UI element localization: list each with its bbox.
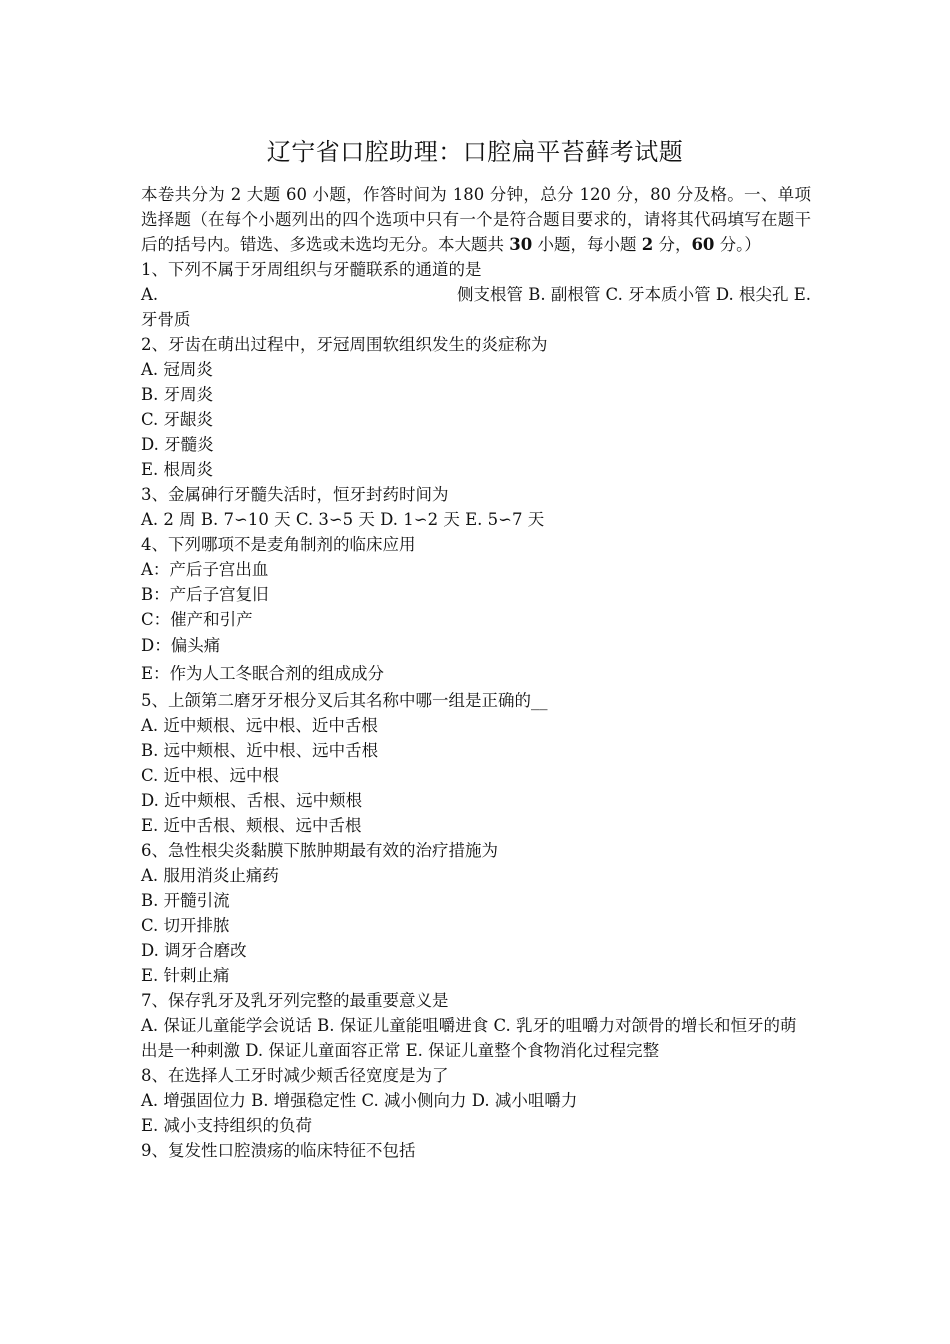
question-stem: 4、下列哪项不是麦角制剂的临床应用 (141, 535, 416, 554)
intro-text: 小题，每小题 (532, 235, 642, 254)
option-line: B. 远中颊根、近中根、远中舌根 (141, 741, 379, 760)
exam-intro (141, 182, 811, 257)
option-line: C. 近中根、远中根 (141, 766, 280, 785)
option-label: A. (141, 285, 159, 304)
option-line: E. 近中舌根、颊根、远中舌根 (141, 816, 362, 835)
document-title: 辽宁省口腔助理：口腔扁平苔藓考试题 (266, 138, 684, 166)
question-stem: 3、金属砷行牙髓失活时，恒牙封药时间为 (141, 485, 449, 504)
option-line: A：产后子宫出血 (141, 560, 269, 579)
option-line: B. 开髓引流 (141, 891, 230, 910)
option-line: D：偏头痛 (141, 636, 221, 655)
option-line: E. 减小支持组织的负荷 (141, 1116, 313, 1135)
option-line: D. 调牙合磨改 (141, 941, 247, 960)
intro-count: 30 (509, 235, 533, 254)
option-line: E：作为人工冬眠合剂的组成成分 (141, 664, 385, 683)
option-line: D. 近中颊根、舌根、远中颊根 (141, 791, 363, 810)
question-options-continued: 牙骨质 (141, 310, 191, 329)
option-line: E. 针刺止痛 (141, 966, 230, 985)
option-line: B：产后子宫复旧 (141, 585, 269, 604)
intro-text: 分， (653, 235, 692, 254)
option-text: 侧支根管 B. 副根管 C. 牙本质小管 D. 根尖孔 E. (456, 285, 811, 304)
option-paragraph: A. 保证儿童能学会说话 B. 保证儿童能咀嚼进食 C. 乳牙的咀嚼力对颌骨的增长和恒牙的萌出是一种刺激 D. 保证儿童面容正常 E. 保证儿童整个食物消化过程完整 (141, 1016, 797, 1060)
option-line: A. 服用消炎止痛药 (141, 866, 279, 885)
question-stem: 8、在选择人工牙时减少颊舌径宽度是为了 (141, 1066, 449, 1085)
option-line: E. 根周炎 (141, 460, 214, 479)
intro-text: 分。） (714, 235, 761, 254)
question-stem: 2、牙齿在萌出过程中，牙冠周围软组织发生的炎症称为 (141, 335, 548, 354)
document-body (141, 182, 811, 1163)
question-stem: 7、保存乳牙及乳牙列完整的最重要意义是 (141, 991, 449, 1010)
intro-total: 60 (691, 235, 715, 254)
intro-text: 本卷共分为 2 大题 60 小题，作答时间为 180 分钟，总分 120 分，80 分及格。一、单项选择题（在每个小题列出的四个选项中只有一个是符合题目要求的，请将其代码填写在题干后的括号内。错选、多选或未选均无分。本大题共 (141, 185, 811, 254)
option-line: C. 切开排脓 (141, 916, 230, 935)
option-line: A. 近中颊根、远中根、近中舌根 (141, 716, 378, 735)
option-line: A. 2 周 B. 7∽10 天 C. 3∽5 天 D. 1∽2 天 E. 5∽7 天 (141, 510, 545, 529)
option-line: C：催产和引产 (141, 610, 253, 629)
intro-points: 2 (641, 235, 654, 254)
question-options (141, 282, 811, 307)
question-stem: 1、下列不属于牙周组织与牙髓联系的通道的是 (141, 260, 482, 279)
question-stem: 9、复发性口腔溃疡的临床特征不包括 (141, 1141, 416, 1160)
option-line: D. 牙髓炎 (141, 435, 214, 454)
option-line: A. 冠周炎 (141, 360, 213, 379)
question-stem: 5、上颌第二磨牙牙根分叉后其名称中哪一组是正确的__ (141, 691, 548, 710)
option-line: C. 牙龈炎 (141, 410, 214, 429)
option-line: A. 增强固位力 B. 增强稳定性 C. 减小侧向力 D. 减小咀嚼力 (141, 1091, 578, 1110)
question-stem: 6、急性根尖炎黏膜下脓肿期最有效的治疗措施为 (141, 841, 498, 860)
option-line: B. 牙周炎 (141, 385, 214, 404)
